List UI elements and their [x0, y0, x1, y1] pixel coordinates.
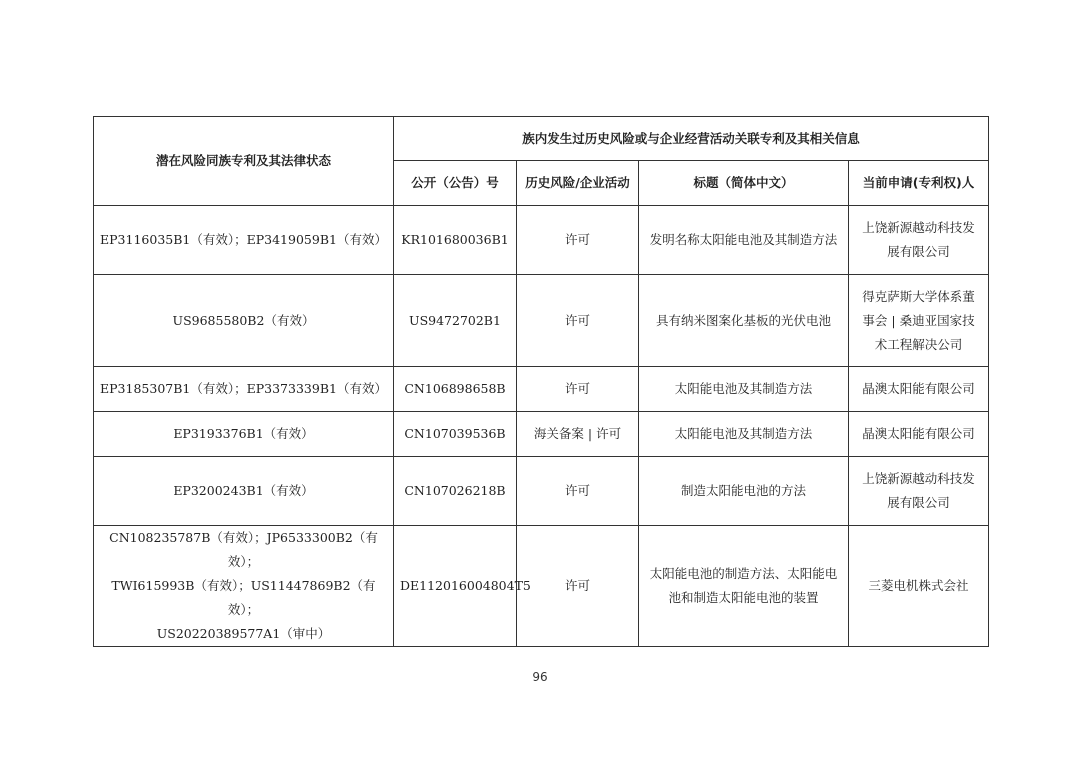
patent-table — [93, 116, 989, 647]
header-assignee: 当前申请(专利权)人 — [849, 161, 989, 206]
title-line: 具有纳米图案化基板的光伏电池 — [655, 312, 831, 328]
family-line: EP3116035B1（有效）；EP3419059B1（有效） — [100, 232, 387, 247]
family-line: US20220389577A1（审中） — [156, 626, 331, 641]
pub-no-cell: KR101680036B1 — [394, 206, 517, 275]
family-cell — [94, 367, 394, 412]
table-row — [94, 206, 989, 275]
assignee-line: 上饶新源越动科技发 — [862, 220, 975, 235]
assignee-cell — [849, 275, 989, 367]
assignee-line: 晶澳太阳能有限公司 — [862, 426, 975, 441]
activity-cell: 许可 — [517, 526, 639, 647]
title-cell — [639, 412, 849, 457]
title-cell — [639, 206, 849, 275]
assignee-line: 展有限公司 — [887, 495, 950, 510]
title-cell — [639, 275, 849, 367]
assignee-line: 事会 | 桑迪亚国家技 — [862, 312, 975, 328]
pub-no-cell: CN106898658B — [394, 367, 517, 412]
family-line: CN108235787B（有效）；JP6533300B2（有效）； — [109, 530, 378, 569]
assignee-cell — [849, 412, 989, 457]
family-cell — [94, 526, 394, 647]
family-cell — [94, 457, 394, 526]
family-cell — [94, 206, 394, 275]
table-row — [94, 457, 989, 526]
assignee-line: 三菱电机株式会社 — [868, 578, 969, 593]
activity-cell: 许可 — [517, 206, 639, 275]
activity-cell: 许可 — [517, 275, 639, 367]
title-line: 太阳能电池及其制造方法 — [674, 381, 813, 396]
assignee-line: 晶澳太阳能有限公司 — [862, 381, 975, 396]
header-activity: 历史风险/企业活动 — [517, 161, 639, 206]
pub-no-cell: DE112016004804T5 — [394, 526, 517, 647]
title-cell — [639, 457, 849, 526]
family-cell — [94, 275, 394, 367]
family-line: EP3193376B1（有效） — [173, 426, 314, 441]
table-row — [94, 367, 989, 412]
family-line: EP3185307B1（有效）；EP3373339B1（有效） — [100, 381, 387, 396]
header-related-info: 族内发生过历史风险或与企业经营活动关联专利及其相关信息 — [394, 117, 989, 161]
family-line: EP3200243B1（有效） — [173, 483, 314, 498]
activity-cell: 海关备案 | 许可 — [517, 412, 639, 457]
header-row-group — [94, 117, 989, 161]
header-pub-no: 公开（公告）号 — [394, 161, 517, 206]
family-line: TWI615993B（有效）；US11447869B2（有效）； — [111, 578, 376, 617]
assignee-line: 上饶新源越动科技发 — [862, 471, 975, 486]
assignee-line: 展有限公司 — [887, 244, 950, 259]
assignee-cell — [849, 367, 989, 412]
pub-no-cell: US9472702B1 — [394, 275, 517, 367]
assignee-cell — [849, 526, 989, 647]
assignee-cell — [849, 457, 989, 526]
title-line: 制造太阳能电池的方法 — [680, 483, 806, 498]
title-cell — [639, 367, 849, 412]
table-row — [94, 526, 989, 647]
title-cell — [639, 526, 849, 647]
header-family-status: 潜在风险同族专利及其法律状态 — [94, 117, 394, 206]
title-line: 太阳能电池及其制造方法 — [674, 426, 813, 441]
page-number: 96 — [532, 670, 548, 684]
assignee-line: 得克萨斯大学体系董 — [862, 288, 975, 304]
activity-cell: 许可 — [517, 457, 639, 526]
title-line: 发明名称太阳能电池及其制造方法 — [649, 232, 838, 247]
table-row — [94, 412, 989, 457]
family-line: US9685580B2（有效） — [172, 312, 315, 328]
header-title: 标题（简体中文） — [639, 161, 849, 206]
family-cell — [94, 412, 394, 457]
activity-cell: 许可 — [517, 367, 639, 412]
assignee-cell — [849, 206, 989, 275]
assignee-line: 术工程解决公司 — [874, 336, 963, 352]
pub-no-cell: CN107039536B — [394, 412, 517, 457]
title-line: 池和制造太阳能电池的装置 — [668, 590, 819, 605]
pub-no-cell: CN107026218B — [394, 457, 517, 526]
title-line: 太阳能电池的制造方法、太阳能电 — [649, 566, 838, 581]
table-row — [94, 275, 989, 367]
